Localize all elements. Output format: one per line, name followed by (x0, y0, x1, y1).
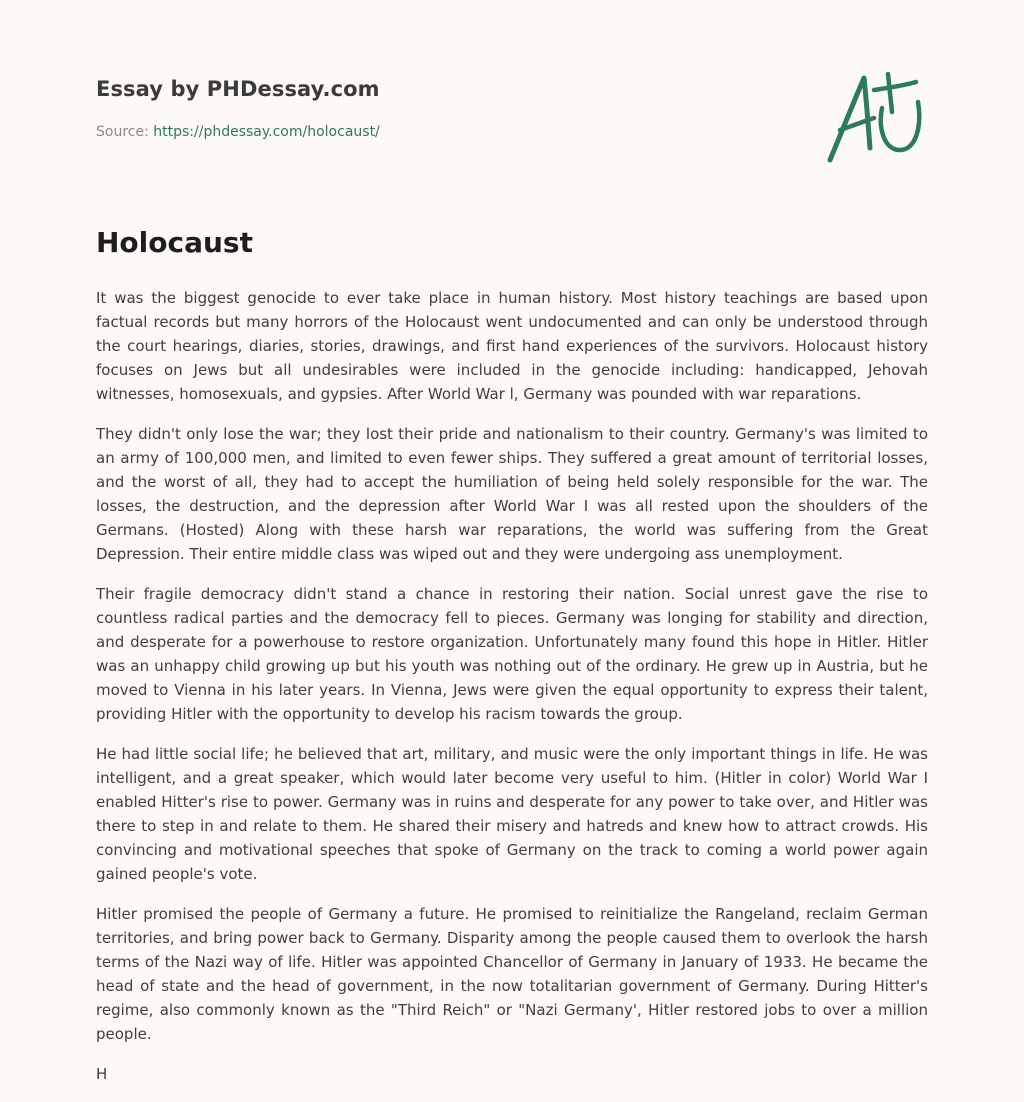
a-plus-grade-icon (818, 66, 930, 166)
source-label: Source: (96, 124, 149, 140)
essay-body (96, 286, 928, 1102)
source-link[interactable]: https://phdessay.com/holocaust/ (153, 124, 380, 140)
site-title: Essay by PHDessay.com (96, 77, 380, 101)
essay-paragraph: They didn't only lose the war; they lost their pride and nationalism to their country. Germany's was limited to an army of 100,000 men, and limited to even fewer ships. They suffered a great amount of territorial losses, and the worst of all, they had to accept the humiliation of being held solely responsible for the war. The losses, the destruction, and the depression after World War I was all rested upon the shoulders of the Germans. (Hosted) Along with these harsh war reparations, the world was suffering from the Great Depression. Their entire middle class was wiped out and they were undergoing ass unemployment. (96, 425, 928, 563)
essay-paragraph: Their fragile democracy didn't stand a chance in restoring their nation. Social unrest gave the rise to countless radical parties and the democracy fell to pieces. Germany was longing for stability and direction, and desperate for a powerhouse to restore organization. Unfortunately many found this hope in Hitler. Hitler was an unhappy child growing up but his youth was nothing out of the ordinary. He grew up in Austria, but he moved to Vienna in his later years. In Vienna, Jews were given the equal opportunity to express their talent, providing Hitler with the opportunity to develop his racism towards the group. (96, 585, 928, 723)
essay-paragraph: Hitler promised the people of Germany a future. He promised to reinitialize the Rangeland, reclaim German territories, and bring power back to Germany. Disparity among the people caused them to overlook the harsh terms of the Nazi way of life. Hitler was appointed Chancellor of Germany in January of 1933. He became the head of state and the head of government, in the now totalitarian government of Germany. During Hitter's regime, also commonly known as the "Third Reich" or "Nazi Germany', Hitler restored jobs to over a million people. (96, 905, 928, 1043)
essay-title: Holocaust (96, 226, 253, 259)
source-line (96, 124, 380, 140)
essay-paragraph: He had little social life; he believed that art, military, and music were the only important things in life. He was intelligent, and a great speaker, which would later become very useful to him. (Hitler in color) World War I enabled Hitter's rise to power. Germany was in ruins and desperate for any power to take over, and Hitler was there to step in and relate to them. He shared their misery and hatreds and knew how to attract crowds. His convincing and motivational speeches that spoke of Germany on the track to coming a world power again gained people's vote. (96, 745, 928, 883)
essay-paragraph: It was the biggest genocide to ever take place in human history. Most history teachings are based upon factual records but many horrors of the Holocaust went undocumented and can only be understood through the court hearings, diaries, stories, drawings, and first hand experiences of the survivors. Holocaust history focuses on Jews but all undesirables were included in the genocide including: handicapped, Jehovah witnesses, homosexuals, and gypsies. After World War l, Germany was pounded with war reparations. (96, 289, 928, 403)
essay-paragraph: H (96, 1065, 108, 1083)
